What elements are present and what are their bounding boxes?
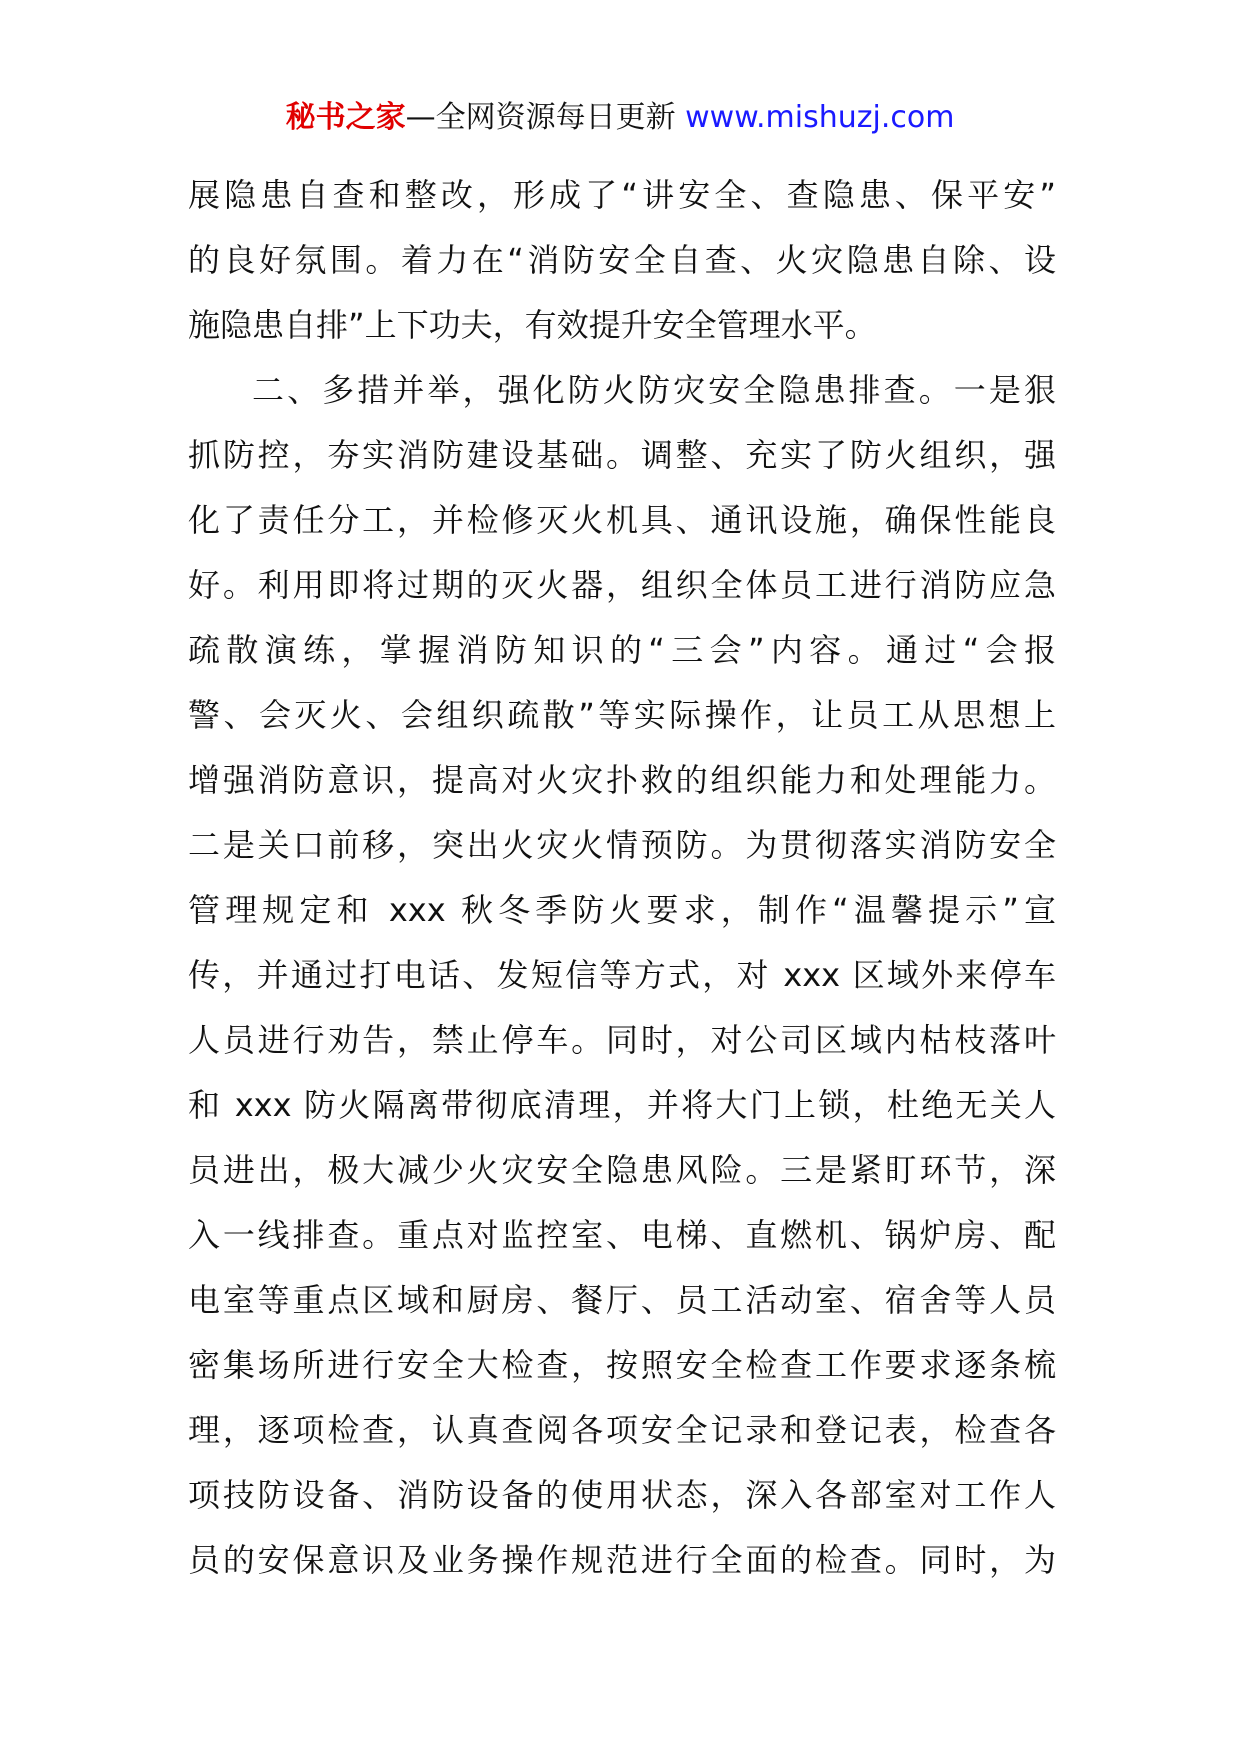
header-tagline: —全网资源每日更新 — [405, 100, 686, 135]
text-line: 人员进行劝告，禁止停车。同时，对公司区域内枯枝落叶 — [188, 1021, 1056, 1059]
text-line: 员的安保意识及业务操作规范进行全面的检查。同时，为 — [188, 1541, 1056, 1579]
text-line: 电室等重点区域和厨房、餐厅、员工活动室、宿舍等人员 — [188, 1281, 1056, 1319]
text-line: 管理规定和 xxx 秋冬季防火要求，制作“温馨提示”宣 — [188, 891, 1056, 929]
brand-name: 秘书之家 — [285, 100, 406, 135]
text-line: 的良好氛围。着力在“消防安全自查、火灾隐患自除、设 — [188, 241, 1056, 279]
text-line: 二是关口前移，突出火灾火情预防。为贯彻落实消防安全 — [188, 826, 1056, 864]
text-line: 增强消防意识，提高对火灾扑救的组织能力和处理能力。 — [188, 761, 1056, 799]
text-line: 展隐患自查和整改，形成了“讲安全、查隐患、保平安” — [188, 176, 1056, 214]
text-line: 化了责任分工，并检修灭火机具、通讯设施，确保性能良 — [188, 501, 1056, 539]
text-line: 施隐患自排”上下功夫，有效提升安全管理水平。 — [188, 306, 877, 344]
document-body — [188, 163, 1056, 1593]
text-line: 好。利用即将过期的灭火器，组织全体员工进行消防应急 — [188, 566, 1056, 604]
text-line: 警、会灭火、会组织疏散”等实际操作，让员工从思想上 — [188, 696, 1056, 734]
text-line: 疏散演练，掌握消防知识的“三会”内容。通过“会报 — [188, 631, 1056, 669]
site-url-link[interactable]: www.mishuzj.com — [685, 100, 955, 135]
paragraph-heading-line: 二、多措并举，强化防火防灾安全隐患排查。一是狠 — [252, 371, 1056, 409]
text-line: 传，并通过打电话、发短信等方式，对 xxx 区域外来停车 — [188, 956, 1056, 994]
text-line: 抓防控，夯实消防建设基础。调整、充实了防火组织，强 — [188, 436, 1056, 474]
text-line: 入一线排查。重点对监控室、电梯、直燃机、锅炉房、配 — [188, 1216, 1056, 1254]
text-line: 员进出，极大减少火灾安全隐患风险。三是紧盯环节，深 — [188, 1151, 1056, 1189]
site-header — [0, 96, 1240, 140]
text-line: 和 xxx 防火隔离带彻底清理，并将大门上锁，杜绝无关人 — [188, 1086, 1056, 1124]
text-line: 密集场所进行安全大检查，按照安全检查工作要求逐条梳 — [188, 1346, 1056, 1384]
text-line: 项技防设备、消防设备的使用状态，深入各部室对工作人 — [188, 1476, 1056, 1514]
text-line: 理，逐项检查，认真查阅各项安全记录和登记表，检查各 — [188, 1411, 1056, 1449]
